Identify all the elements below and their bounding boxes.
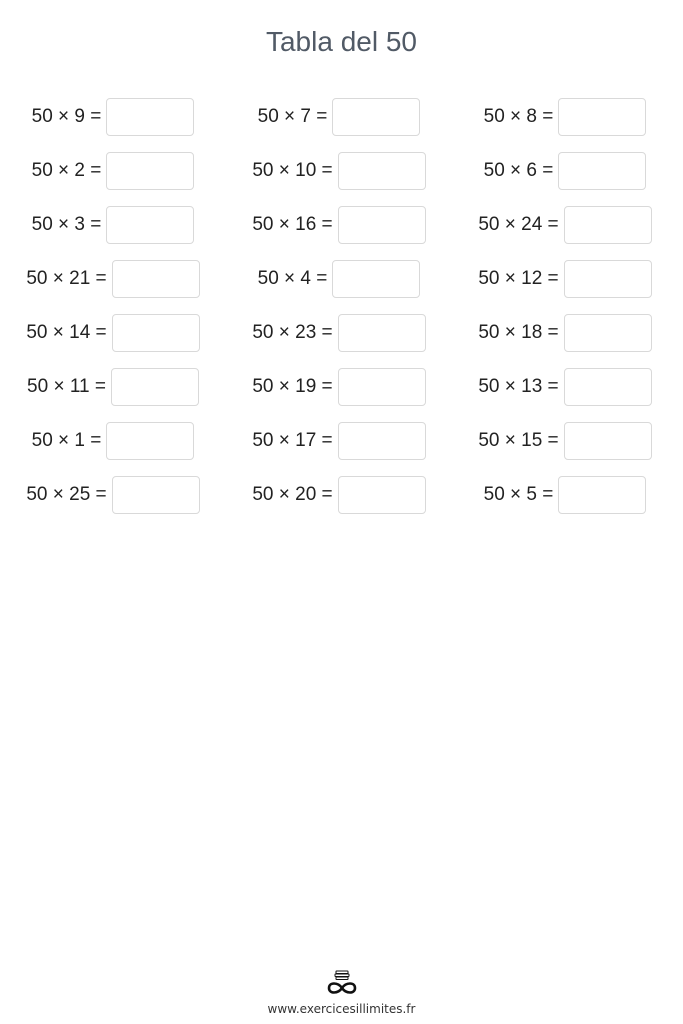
infinity-books-icon: [325, 968, 359, 996]
answer-box[interactable]: [338, 152, 426, 190]
answer-box[interactable]: [564, 206, 652, 244]
answer-box[interactable]: [564, 314, 652, 352]
exercise-expression: 50 × 23 =: [252, 322, 333, 343]
answer-box[interactable]: [564, 368, 652, 406]
exercise-item: [452, 97, 678, 137]
answer-box[interactable]: [106, 422, 194, 460]
answer-box[interactable]: [338, 206, 426, 244]
exercise-item: [0, 205, 226, 245]
answer-box[interactable]: [338, 422, 426, 460]
exercise-expression: 50 × 12 =: [478, 268, 559, 289]
exercise-row: [0, 259, 683, 313]
exercise-item: [0, 475, 226, 515]
answer-box[interactable]: [111, 368, 199, 406]
exercise-row: [0, 475, 683, 529]
exercise-row: [0, 151, 683, 205]
page-title: Tabla del 50: [265, 26, 417, 57]
exercise-row: [0, 205, 683, 259]
exercise-expression: 50 × 11 =: [27, 376, 106, 397]
exercise-expression: 50 × 9 =: [31, 106, 102, 127]
exercise-expression: 50 × 10 =: [252, 160, 333, 181]
answer-box[interactable]: [338, 368, 426, 406]
exercise-expression: 50 × 8 =: [483, 106, 554, 127]
exercise-item: [0, 421, 226, 461]
exercise-row: [0, 97, 683, 151]
answer-box[interactable]: [106, 206, 194, 244]
exercise-item: [0, 151, 226, 191]
exercise-item: [452, 367, 678, 407]
exercise-expression: 50 × 13 =: [478, 376, 559, 397]
exercise-item: [452, 421, 678, 461]
exercise-item: [226, 313, 452, 353]
answer-box[interactable]: [558, 98, 646, 136]
exercise-expression: 50 × 14 =: [26, 322, 107, 343]
exercise-expression: 50 × 17 =: [252, 430, 333, 451]
answer-box[interactable]: [112, 476, 200, 514]
exercise-expression: 50 × 4 =: [257, 268, 328, 289]
answer-box[interactable]: [338, 476, 426, 514]
exercise-row: [0, 313, 683, 367]
exercise-item: [226, 475, 452, 515]
exercise-grid: [0, 97, 683, 529]
exercise-expression: 50 × 16 =: [252, 214, 333, 235]
answer-box[interactable]: [338, 314, 426, 352]
exercise-expression: 50 × 19 =: [252, 376, 333, 397]
answer-box[interactable]: [112, 314, 200, 352]
answer-box[interactable]: [112, 260, 200, 298]
exercise-item: [226, 97, 452, 137]
exercise-expression: 50 × 25 =: [26, 484, 107, 505]
exercise-expression: 50 × 7 =: [257, 106, 328, 127]
exercise-item: [452, 475, 678, 515]
answer-box[interactable]: [106, 152, 194, 190]
exercise-item: [226, 151, 452, 191]
exercise-item: [226, 205, 452, 245]
exercise-item: [0, 367, 226, 407]
exercise-expression: 50 × 20 =: [252, 484, 333, 505]
exercise-item: [452, 259, 678, 299]
exercise-expression: 50 × 3 =: [31, 214, 102, 235]
exercise-item: [0, 259, 226, 299]
answer-box[interactable]: [564, 260, 652, 298]
exercise-expression: 50 × 18 =: [478, 322, 559, 343]
footer: [0, 968, 683, 1016]
exercise-expression: 50 × 2 =: [31, 160, 102, 181]
website-url: www.exercicesillimites.fr: [267, 1002, 416, 1016]
exercise-item: [226, 367, 452, 407]
exercise-expression: 50 × 6 =: [483, 160, 554, 181]
answer-box[interactable]: [564, 422, 652, 460]
exercise-expression: 50 × 24 =: [478, 214, 559, 235]
answer-box[interactable]: [332, 98, 420, 136]
answer-box[interactable]: [558, 476, 646, 514]
exercise-item: [452, 151, 678, 191]
exercise-expression: 50 × 1 =: [31, 430, 102, 451]
exercise-item: [452, 205, 678, 245]
exercise-expression: 50 × 15 =: [478, 430, 559, 451]
answer-box[interactable]: [332, 260, 420, 298]
answer-box[interactable]: [558, 152, 646, 190]
exercise-expression: 50 × 5 =: [483, 484, 554, 505]
exercise-item: [0, 97, 226, 137]
exercise-item: [226, 259, 452, 299]
exercise-row: [0, 421, 683, 475]
exercise-item: [226, 421, 452, 461]
answer-box[interactable]: [106, 98, 194, 136]
exercise-item: [0, 313, 226, 353]
exercise-row: [0, 367, 683, 421]
exercise-item: [452, 313, 678, 353]
exercise-expression: 50 × 21 =: [26, 268, 107, 289]
